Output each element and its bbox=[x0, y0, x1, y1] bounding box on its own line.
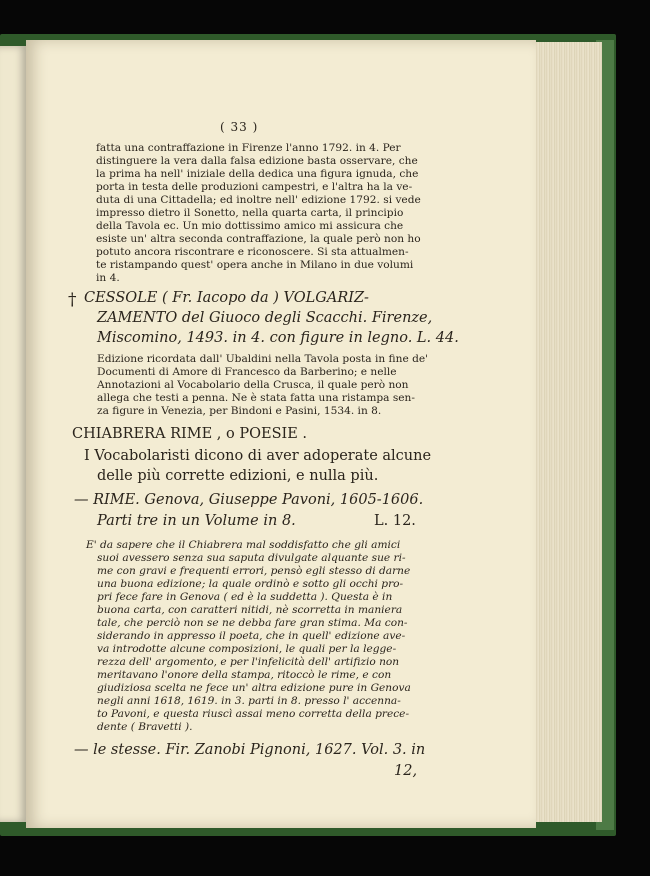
text-line: suoi avessero senza sua saputa divulgate alquante sue ri- bbox=[97, 552, 406, 564]
text-line: esiste un' altra seconda contraffazione, la quale però non ho bbox=[96, 233, 421, 245]
dagger-mark: † bbox=[68, 290, 77, 310]
text-line: te ristampando quest' opera anche in Milano in due volumi bbox=[96, 259, 414, 271]
text-line: dente ( Bravetti ). bbox=[97, 721, 193, 733]
text-line: la prima ha nell' iniziale della dedica una figura ignuda, che bbox=[96, 168, 419, 180]
text-line: rezza dell' argomento, e per l'infelicità dell' artifizio non bbox=[97, 656, 400, 668]
entry-title-line: Miscomino, 1493. in 4. con figure in legno. L. 44. bbox=[97, 330, 459, 346]
text-line: impresso dietro il Sonetto, nella quarta carta, il principio bbox=[96, 207, 404, 219]
text-line: distinguere la vera dalla falsa edizione basta osservare, che bbox=[96, 155, 418, 167]
page-stack bbox=[530, 42, 602, 822]
text-line: za figure in Venezia, per Bindoni e Pasini, 1534. in 8. bbox=[97, 405, 382, 417]
left-page bbox=[0, 46, 28, 822]
entry-title-line: — RIME. Genova, Giuseppe Pavoni, 1605-1606. bbox=[74, 492, 424, 508]
text-line: to Pavoni, e questa riuscì assai meno corretta della prece- bbox=[97, 708, 410, 720]
entry-title-line: CESSOLE ( Fr. Iacopo da ) VOLGARIZ- bbox=[84, 290, 369, 306]
text-line: delle più corrette edizioni, e nulla più. bbox=[97, 468, 379, 484]
text-line: meritavano l'onore della stampa, ritoccò le rime, e con bbox=[97, 669, 392, 681]
page-number: ( 33 ) bbox=[220, 120, 259, 134]
text-line: allega che testi a penna. Ne è stata fatta una ristampa sen- bbox=[97, 392, 415, 404]
text-line: Documenti di Amore di Francesco da Barberino; e nelle bbox=[97, 366, 397, 378]
text-line: giudiziosa scelta ne fece un' altra edizione pure in Genova bbox=[97, 682, 411, 694]
text-line: porta in testa delle produzioni campestri, e l'altra ha la ve- bbox=[96, 181, 413, 193]
text-line: tale, che perciò non se ne debba fare gran stima. Ma con- bbox=[97, 617, 408, 629]
entry-price: L. 12. bbox=[374, 513, 416, 529]
entry-title-line: — le stesse. Fir. Zanobi Pignoni, 1627. Vol. 3. in bbox=[74, 742, 426, 758]
text-line: siderando in appresso il poeta, che in quell' edizione ave- bbox=[97, 630, 406, 642]
text-line: fatta una contraffazione in Firenze l'anno 1792. in 4. Per bbox=[96, 142, 401, 154]
text-line: I Vocabolaristi dicono di aver adoperate alcune bbox=[84, 448, 432, 464]
text-line: una buona edizione; la quale ordinò e sotto gli occhi pro- bbox=[97, 578, 404, 590]
entry-title-line: Parti tre in un Volume in 8. bbox=[97, 513, 296, 529]
entry-title-line: 12, bbox=[394, 763, 418, 779]
entry-title-line: ZAMENTO del Giuoco degli Scacchi. Firenze, bbox=[97, 310, 433, 326]
text-line: negli anni 1618, 1619. in 3. parti in 8. presso l' accenna- bbox=[97, 695, 401, 707]
text-line: buona carta, con caratteri nitidi, nè scorretta in maniera bbox=[97, 604, 403, 616]
text-line: duta di una Cittadella; ed inoltre nell' edizione 1792. si vede bbox=[96, 194, 421, 206]
text-line: me con gravi e frequenti errori, pensò egli stesso di darne bbox=[97, 565, 411, 577]
text-line: E' da sapere che il Chiabrera mal soddisfatto che gli amici bbox=[86, 539, 401, 551]
text-line: in 4. bbox=[96, 272, 120, 284]
text-line: pri fece fare in Genova ( ed è la suddetta ). Questa è in bbox=[97, 591, 393, 603]
section-heading: CHIABRERA RIME , o POESIE . bbox=[72, 426, 308, 442]
text-line: Edizione ricordata dall' Ubaldini nella Tavola posta in fine de' bbox=[97, 353, 429, 365]
text-line: va introdotte alcune composizioni, le quali per la legge- bbox=[97, 643, 397, 655]
text-line: potuto ancora riscontrare e riconoscere. Si sta attualmen- bbox=[96, 246, 409, 258]
text-line: Annotazioni al Vocabolario della Crusca, il quale però non bbox=[97, 379, 409, 391]
text-line: della Tavola ec. Un mio dottissimo amico mi assicura che bbox=[96, 220, 404, 232]
